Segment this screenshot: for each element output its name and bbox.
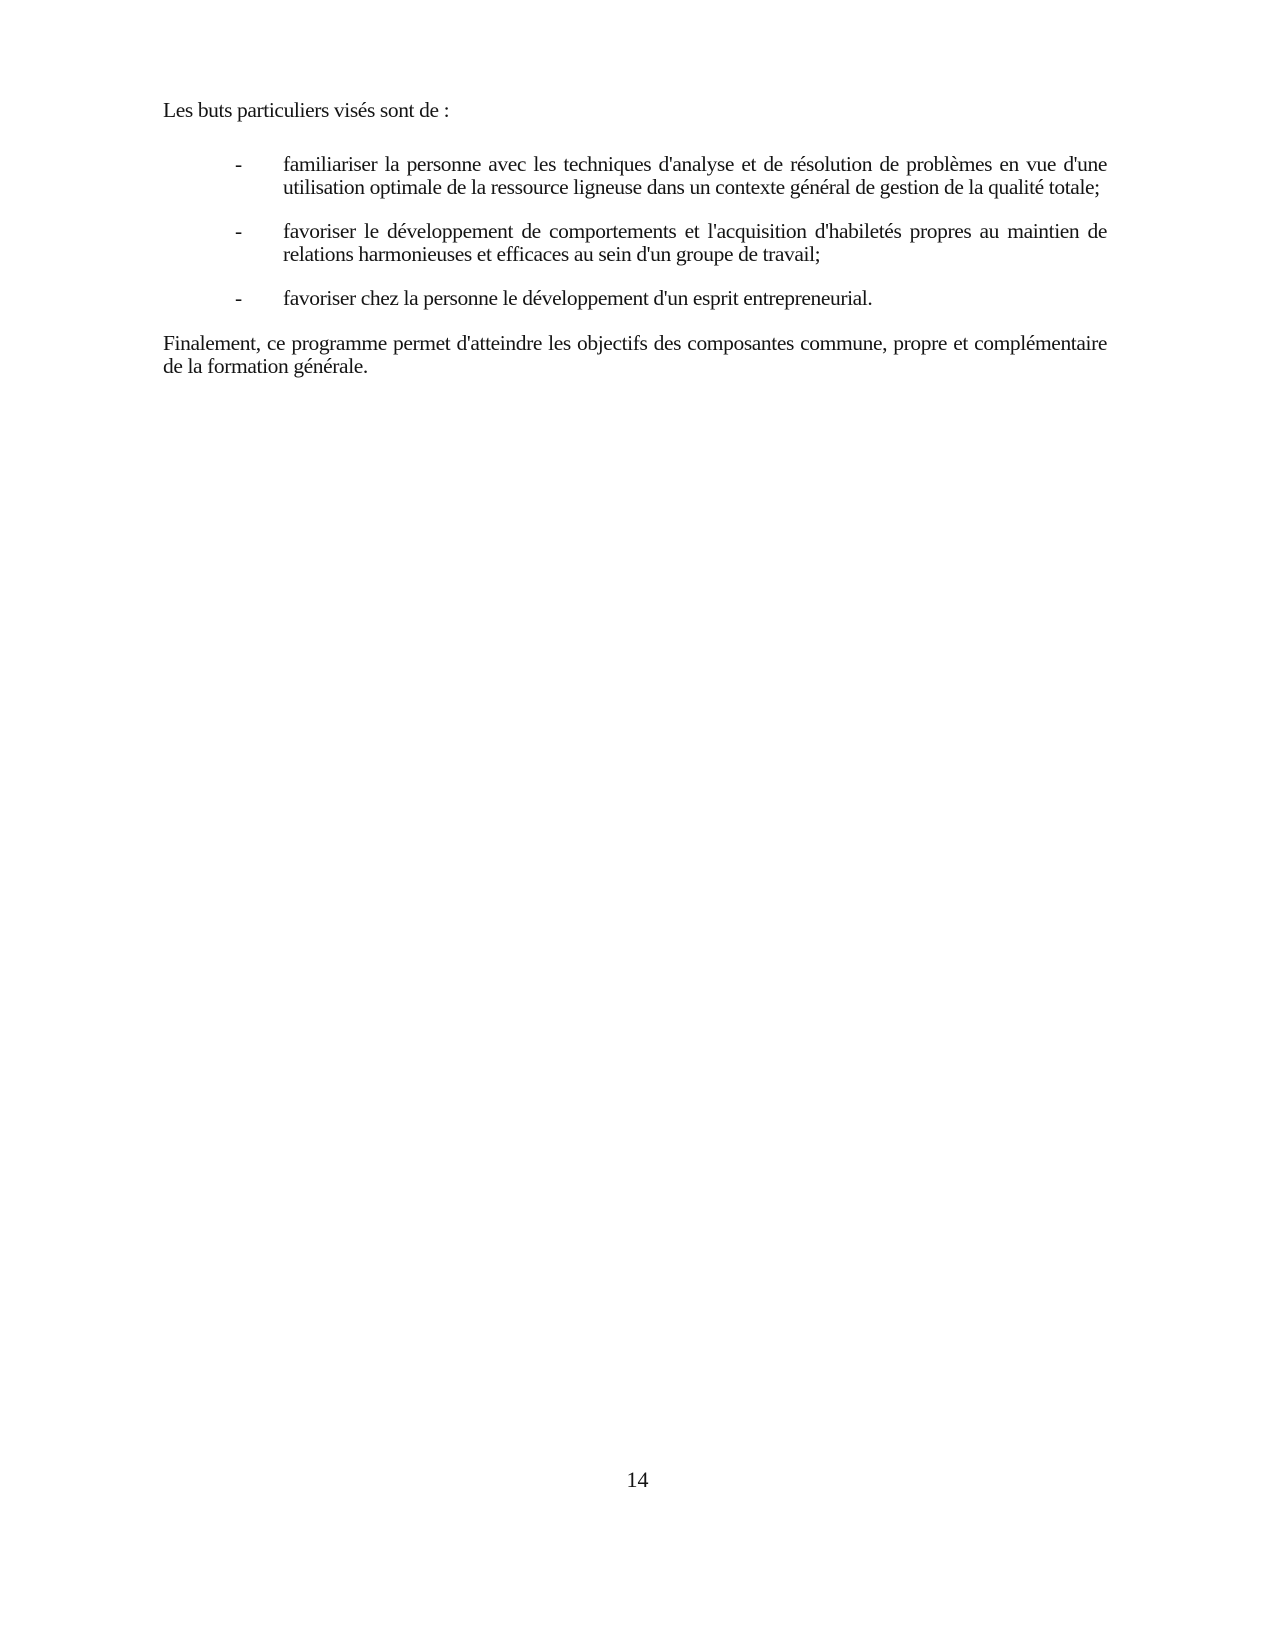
intro-sentence: Les buts particuliers visés sont de :	[163, 98, 450, 122]
list-item	[163, 287, 1107, 310]
goals-bullet-list	[163, 153, 1107, 310]
dash-bullet-marker: -	[235, 219, 242, 243]
dash-bullet-marker: -	[235, 286, 242, 310]
bullet-text: familiariser la personne avec les techniques d'analyse et de résolution de problèmes en vue d'une utilisation optimale de la ressource ligneuse dans un contexte général de gestion de la qualité totale;	[283, 152, 1107, 199]
list-item	[163, 220, 1107, 266]
dash-bullet-marker: -	[235, 152, 242, 176]
document-body	[163, 99, 1107, 378]
bullet-text: favoriser le développement de comportements et l'acquisition d'habiletés propres au maintien de relations harmonieuses et efficaces au sein d'un groupe de travail;	[283, 219, 1107, 266]
bullet-text: favoriser chez la personne le développement d'un esprit entrepreneurial.	[283, 286, 873, 310]
page-number: 14	[626, 1467, 649, 1492]
list-item	[163, 153, 1107, 199]
closing-paragraph: Finalement, ce programme permet d'atteindre les objectifs des composantes commune, propre et complémentaire de la formation générale.	[163, 331, 1107, 378]
